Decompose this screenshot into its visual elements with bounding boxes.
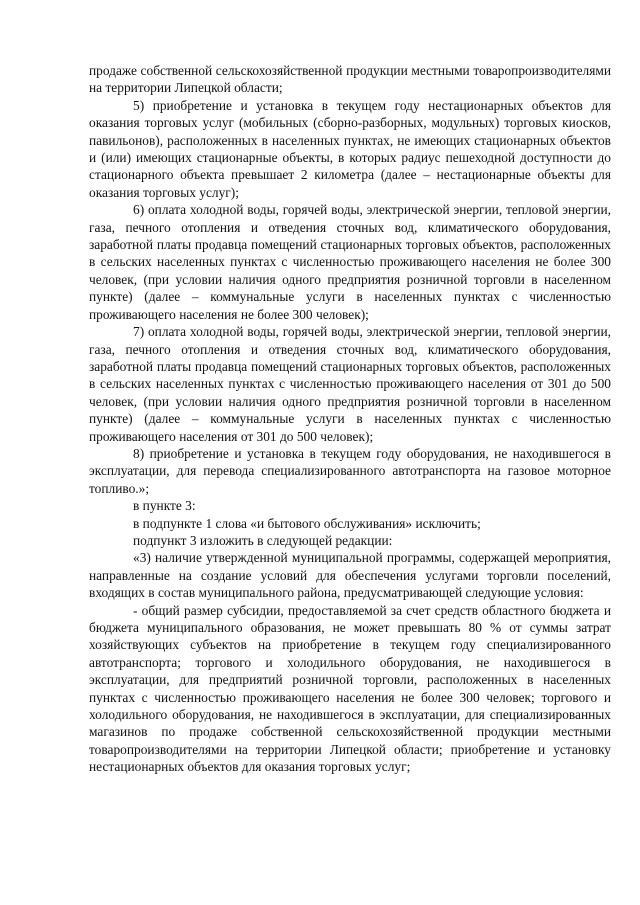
paragraph-item-6: 6) оплата холодной воды, горячей воды, электрической энергии, тепловой энергии, газа, печного отопления и отведения сточных вод, климатического оборудования, заработной платы продавца помещений стационарных торговых объектов, расположенных в сельских населенных пунктах с численностью проживающего населения не более 300 человек, (при условии наличия одного предприятия розничной торговли в населенном пункте) (далее – коммунальные услуги в населенных пунктах с численностью проживающего населения не более 300 человек); bbox=[89, 202, 611, 322]
paragraph-item-7: 7) оплата холодной воды, горячей воды, электрической энергии, тепловой энергии, газа, печного отопления и отведения сточных вод, климатического оборудования, заработной платы продавца помещений стационарных торговых объектов, расположенных в сельских населенных пунктах с численностью проживающего населения от 301 до 500 человек, (при условии наличия одного предприятия розничной торговли в населенном пункте) (далее – коммунальные услуги в населенных пунктах с численностью проживающего населения от 301 до 500 человек); bbox=[89, 324, 611, 444]
paragraph-item-5: 5) приобретение и установка в текущем году нестационарных объектов для оказания торговых услуг (мобильных (сборно-разборных, модульных) торговых киосков, павильонов), расположенных в населенных пунктах, не имеющих стационарных объектов и (или) имеющих стационарные объекты, в которых радиус пешеходной доступности до стационарного объекта превышает 2 километра (далее – нестационарные объекты для оказания торговых услуг); bbox=[89, 97, 611, 200]
paragraph-subpoint-3-intro: подпункт 3 изложить в следующей редакции: bbox=[133, 532, 393, 548]
paragraph-item-8: 8) приобретение и установка в текущем году оборудования, не находившегося в эксплуатации, для перевода специализированного автотранспорта на газовое моторное топливо.»; bbox=[89, 445, 611, 496]
paragraph-continuation: продаже собственной сельскохозяйственной продукции местными товаропроизводителями на территории Липецкой области; bbox=[89, 63, 611, 96]
paragraph-point-3: в пункте 3: bbox=[133, 498, 196, 514]
paragraph-subsidy-conditions: - общий размер субсидии, предоставляемой за счет средств областного бюджета и бюджета муниципального образования, не может превышать 80 % от суммы затрат хозяйствующих субъектов на приобретение в текущем году специализированного автотранспорта; торгового и холодильного оборудования, не находившегося в эксплуатации, для предприятий розничной торговли, расположенных в населенных пунктах с численностью проживающего населения не более 300 человек; торгового и холодильного оборудования, не находившегося в эксплуатации, для специализированных магазинов по продаже собственной сельскохозяйственной продукции местными товаропроизводителями на территории Липецкой области; приобретение и установку нестационарных объектов для оказания торговых услуг; bbox=[89, 602, 611, 775]
paragraph-subpoint-3-text: «3) наличие утвержденной муниципальной программы, содержащей мероприятия, направленные на создание условий для обеспечения услугами торговли поселений, входящих в состав муниципального района, предусматривающей следующие условия: bbox=[89, 550, 611, 601]
document-page bbox=[89, 62, 611, 776]
paragraph-subpoint-1: в подпункте 1 слова «и бытового обслуживания» исключить; bbox=[133, 515, 481, 531]
